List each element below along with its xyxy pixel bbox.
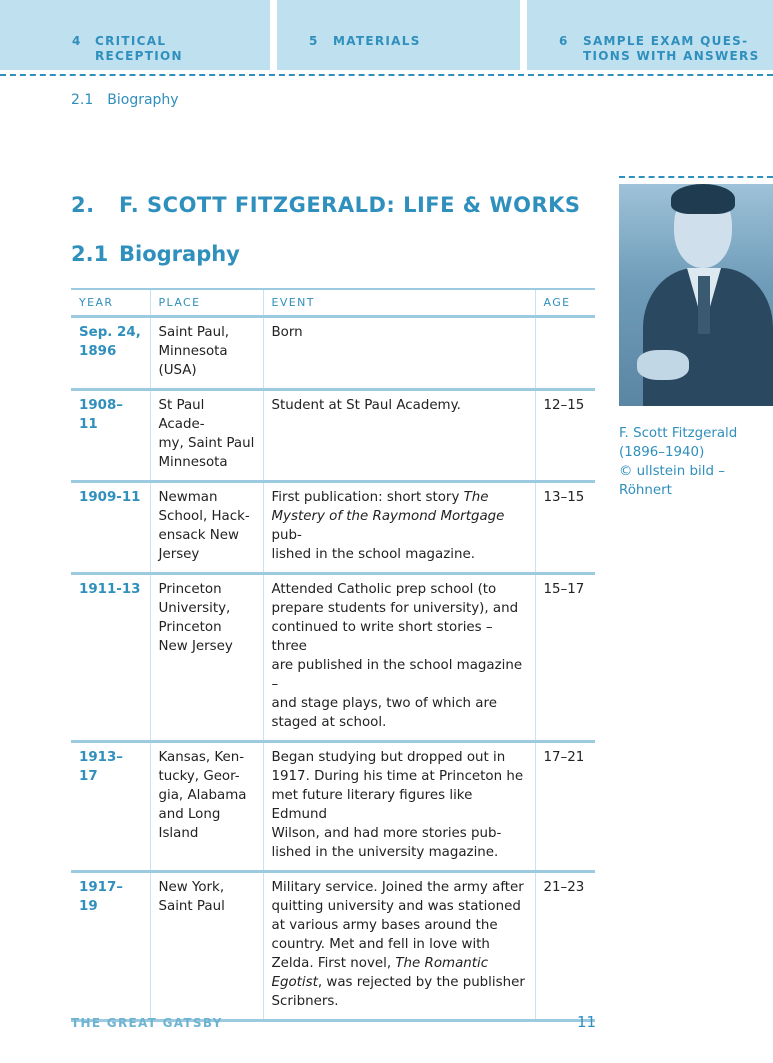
column-header-event: EVENT — [263, 289, 535, 316]
cell-year: 1911-13 — [71, 573, 150, 741]
tab-label — [583, 34, 760, 64]
tab-label-line: TIONS WITH ANSWERS — [583, 49, 760, 63]
tab-number: 5 — [309, 34, 319, 48]
biography-table — [71, 288, 595, 1022]
page-number: 11 — [577, 1013, 597, 1031]
photo-divider — [619, 176, 773, 178]
cell-place: Saint Paul, Minnesota (USA) — [150, 316, 263, 389]
table-row — [71, 573, 595, 741]
tab-label: MATERIALS — [333, 34, 421, 48]
tab-number: 6 — [559, 34, 569, 48]
column-header-age: AGE — [535, 289, 595, 316]
cell-year: 1913–17 — [71, 741, 150, 871]
section-heading — [71, 242, 240, 266]
table-row — [71, 871, 595, 1020]
photo-hand — [637, 350, 689, 380]
column-header-place: PLACE — [150, 289, 263, 316]
section-number: 2.1 — [71, 242, 109, 266]
cell-event: Began studying but dropped out in 1917. During his time at Princeton he met future literary figures like Edmund Wilson, and had more stories pub- lished in the university magazine. — [263, 741, 535, 871]
table-row — [71, 389, 595, 481]
cell-age: 15–17 — [535, 573, 595, 741]
cell-year: 1917–19 — [71, 871, 150, 1020]
table-row — [71, 316, 595, 389]
photo-tie — [698, 276, 710, 334]
tab-sample-exam-questions[interactable] — [527, 0, 773, 70]
cell-place: Princeton University, Princeton New Jersey — [150, 573, 263, 741]
chapter-number: 2. — [71, 193, 95, 217]
chapter-heading — [71, 193, 581, 217]
cell-year: 1909-11 — [71, 481, 150, 573]
cell-age: 12–15 — [535, 389, 595, 481]
tab-label-line: RECEPTION — [95, 49, 183, 63]
cell-place: Newman School, Hack- ensack New Jersey — [150, 481, 263, 573]
top-nav — [0, 0, 773, 72]
cell-age: 17–21 — [535, 741, 595, 871]
portrait-photo — [619, 184, 773, 406]
cell-year: Sep. 24, 1896 — [71, 316, 150, 389]
column-header-year: YEAR — [71, 289, 150, 316]
header-divider — [0, 74, 773, 76]
tab-materials[interactable] — [277, 0, 520, 70]
footer-book-title: THE GREAT GATSBY — [71, 1016, 223, 1030]
section-title: Biography — [119, 242, 240, 266]
tab-number: 4 — [72, 34, 82, 48]
cell-place: St Paul Acade- my, Saint Paul Minnesota — [150, 389, 263, 481]
cell-place: New York, Saint Paul — [150, 871, 263, 1020]
cell-event: First publication: short story The Mystery of the Raymond Mortgage pub- lished in the school magazine. — [263, 481, 535, 573]
cell-event: Attended Catholic prep school (to prepare students for university), and continued to write short stories – three are published in the school magazine – and stage plays, two of which are staged at school. — [263, 573, 535, 741]
table-row — [71, 481, 595, 573]
breadcrumb — [71, 92, 179, 108]
tab-label-line: CRITICAL — [95, 34, 167, 48]
breadcrumb-label: Biography — [107, 92, 179, 108]
breadcrumb-number: 2.1 — [71, 92, 94, 108]
chapter-title: F. SCOTT FITZGERALD: LIFE & WORKS — [119, 193, 581, 217]
photo-hair — [671, 184, 735, 214]
cell-event: Student at St Paul Academy. — [263, 389, 535, 481]
cell-age: 13–15 — [535, 481, 595, 573]
cell-place: Kansas, Ken- tucky, Geor- gia, Alabama and Long Island — [150, 741, 263, 871]
table-row — [71, 741, 595, 871]
tab-critical-reception[interactable] — [0, 0, 270, 70]
table-header-row — [71, 289, 595, 316]
cell-year: 1908–11 — [71, 389, 150, 481]
tab-label — [95, 34, 183, 64]
cell-age: 21–23 — [535, 871, 595, 1020]
tab-label-line: SAMPLE EXAM QUES- — [583, 34, 749, 48]
cell-age — [535, 316, 595, 389]
photo-caption: F. Scott Fitzgerald (1896–1940) © ullstein bild – Röhnert — [619, 426, 738, 498]
cell-event: Military service. Joined the army after quitting university and was stationed at various army bases around the country. Met and fell in love with Zelda. First novel, The Romantic Egotist, was rejected by the publisher Scribners. — [263, 871, 535, 1020]
cell-event: Born — [263, 316, 535, 389]
